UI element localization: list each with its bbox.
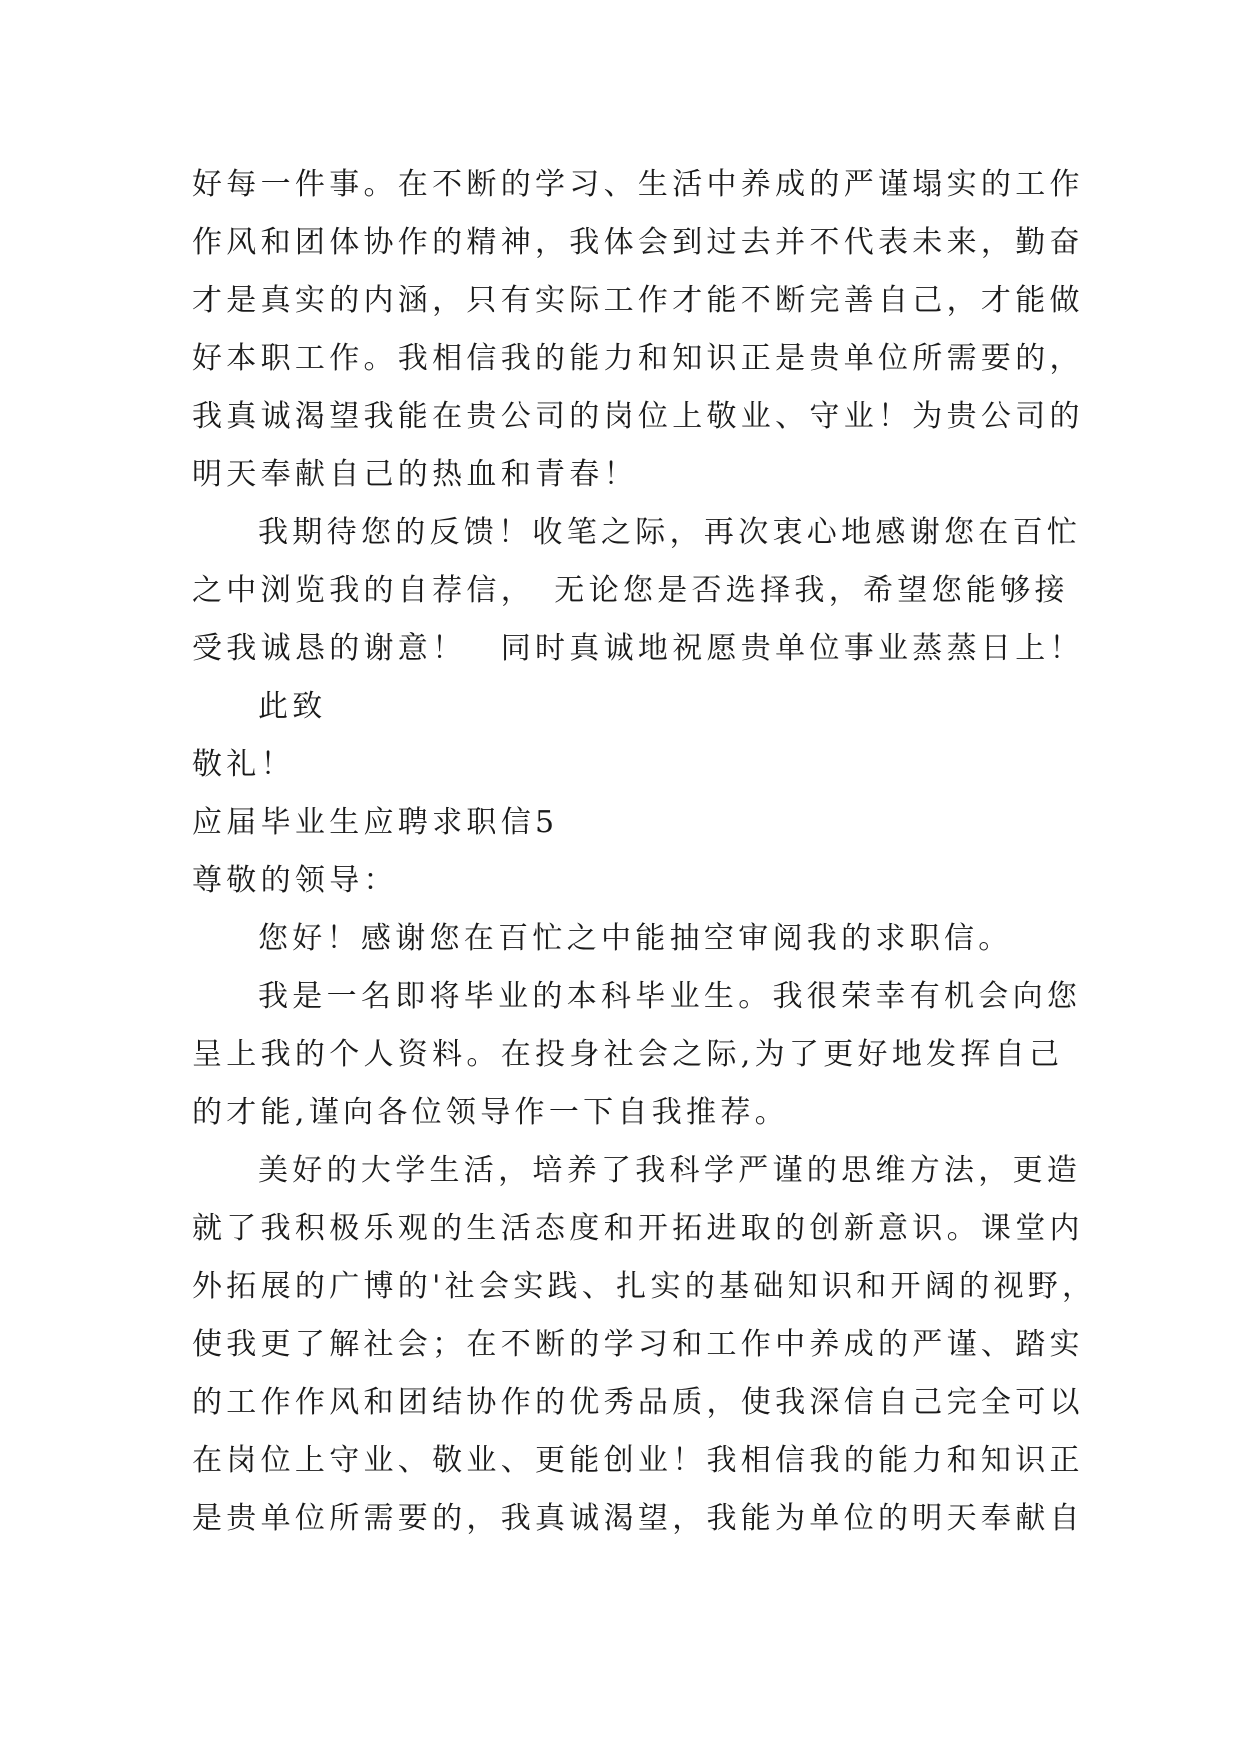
text-line: 明天奉献自己的热血和青春！ xyxy=(192,457,638,492)
text-line: 此致 xyxy=(258,689,327,724)
text-line: 好每一件事。在不断的学习、生活中养成的严谨塌实的工作 xyxy=(192,167,1084,202)
text-line: 美好的大学生活，培养了我科学严谨的思维方法，更造 xyxy=(258,1153,1082,1188)
text-line: 外拓展的广博的'社会实践、扎实的基础知识和开阔的视野， xyxy=(192,1269,1097,1304)
text-line: 才是真实的内涵，只有实际工作才能不断完善自己，才能做 xyxy=(192,283,1084,318)
paragraph xyxy=(192,1142,1097,1548)
text-line: 在岗位上守业、敬业、更能创业！我相信我的能力和知识正 xyxy=(192,1443,1084,1478)
paragraph xyxy=(192,968,1082,1142)
text-line: 敬礼！ xyxy=(192,747,295,782)
text-line: 之中浏览我的自荐信， 无论您是否选择我，希望您能够接 xyxy=(192,573,1069,608)
paragraph xyxy=(192,736,1062,794)
section-heading xyxy=(192,794,1062,852)
text-line: 就了我积极乐观的生活态度和开拓进取的创新意识。课堂内 xyxy=(192,1211,1084,1246)
text-line: 我期待您的反馈！收笔之际，再次衷心地感谢您在百忙 xyxy=(258,515,1082,550)
text-line: 应届毕业生应聘求职信5 xyxy=(192,805,559,840)
text-line: 尊敬的领导： xyxy=(192,863,398,898)
paragraph xyxy=(192,910,1062,968)
paragraph xyxy=(192,678,1062,736)
text-line: 好本职工作。我相信我的能力和知识正是贵单位所需要的， xyxy=(192,341,1084,376)
text-line: 呈上我的个人资料。在投身社会之际,为了更好地发挥自己 xyxy=(192,1037,1064,1072)
paragraph xyxy=(192,156,1084,504)
text-line: 是贵单位所需要的，我真诚渴望，我能为单位的明天奉献自 xyxy=(192,1501,1084,1536)
text-line: 使我更了解社会；在不断的学习和工作中养成的严谨、踏实 xyxy=(192,1327,1084,1362)
paragraph xyxy=(192,504,1084,678)
text-line: 受我诚恳的谢意！ 同时真诚地祝愿贵单位事业蒸蒸日上！ xyxy=(192,631,1084,666)
paragraph xyxy=(192,852,1062,910)
text-line: 的才能,谨向各位领导作一下自我推荐。 xyxy=(192,1095,789,1130)
text-line: 我真诚渴望我能在贵公司的岗位上敬业、守业！为贵公司的 xyxy=(192,399,1084,434)
text-line: 您好！感谢您在百忙之中能抽空审阅我的求职信。 xyxy=(258,921,1013,956)
document-page xyxy=(192,156,1097,1548)
text-line: 我是一名即将毕业的本科毕业生。我很荣幸有机会向您 xyxy=(258,979,1082,1014)
text-line: 作风和团体协作的精神，我体会到过去并不代表未来，勤奋 xyxy=(192,225,1084,260)
text-line: 的工作作风和团结协作的优秀品质，使我深信自己完全可以 xyxy=(192,1385,1084,1420)
